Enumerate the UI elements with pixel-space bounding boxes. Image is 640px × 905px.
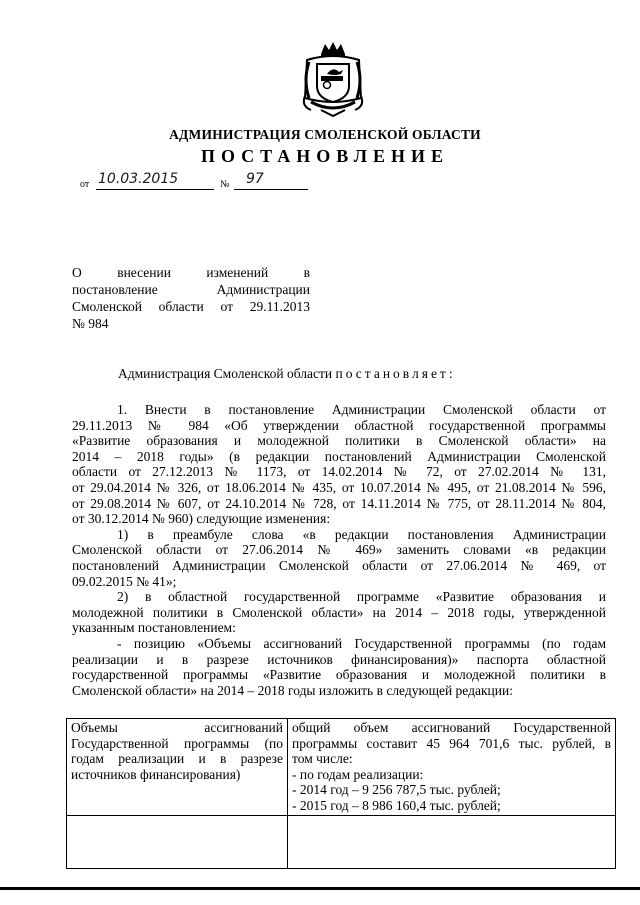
subject-line: постановление Администрации bbox=[72, 282, 310, 297]
program-funding-table bbox=[66, 718, 616, 869]
body-line: 29.11.2013 № 984 «Об утверждении областной государственной программы bbox=[72, 417, 606, 433]
body-line: «Развитие образования и молодежной политики в Смоленской области» на bbox=[72, 433, 606, 449]
document-body bbox=[72, 402, 606, 698]
table-cell-value bbox=[288, 719, 616, 816]
cell-line: программы составит 45 964 701,6 тыс. рублей, в bbox=[292, 735, 611, 751]
cell-line: том числе: bbox=[292, 751, 353, 767]
body-line: молодежной политики в Смоленской области» на 2014 – 2018 годы, утвержденной bbox=[72, 604, 606, 620]
table-cell-empty bbox=[288, 815, 616, 868]
coat-of-arms-emblem bbox=[297, 40, 369, 118]
cell-line: источников финансирования) bbox=[71, 766, 241, 782]
subject-line: Смоленской области от 29.11.2013 bbox=[72, 299, 310, 314]
body-line: области от 27.12.2013 № 1173, от 14.02.2014 № 72, от 27.02.2014 № 131, bbox=[72, 464, 606, 480]
table-row bbox=[67, 815, 616, 868]
cell-line: общий объем ассигнований Государственной bbox=[292, 720, 611, 735]
table-row bbox=[67, 719, 616, 816]
body-line: Смоленской области» на 2014 – 2018 годы изложить в следующей редакции: bbox=[72, 682, 513, 698]
body-line: указанным постановлением: bbox=[72, 620, 236, 636]
body-line: от 29.08.2014 № 607, от 24.10.2014 № 728, от 14.11.2014 № 775, от 28.11.2014 № 804, bbox=[72, 495, 606, 511]
body-line: - позицию «Объемы ассигнований Государственной программы (по годам bbox=[117, 635, 606, 651]
body-line: от 30.12.2014 № 960) следующие изменения: bbox=[72, 511, 331, 527]
cell-line: - 2015 год – 8 986 160,4 тыс. рублей; bbox=[292, 797, 501, 813]
body-line: от 29.04.2014 № 326, от 18.06.2014 № 435, от 10.07.2014 № 495, от 21.08.2014 № 596, bbox=[72, 479, 606, 495]
cell-line: Государственной программы (по bbox=[71, 735, 283, 751]
cell-line: - по годам реализации: bbox=[292, 766, 424, 782]
number-prefix: № bbox=[220, 179, 230, 190]
body-line: 2014 – 2018 годы» (в редакции постановлений Администрации Смоленской bbox=[72, 448, 606, 464]
body-line: 2) в областной государственной программе «Развитие образования и bbox=[117, 589, 606, 605]
number-underline bbox=[234, 189, 308, 190]
cell-line: годам реализации и в разрезе bbox=[71, 751, 283, 767]
subject-line: № 984 bbox=[72, 316, 109, 331]
body-line: реализации и в разрезе источников финансирования)» паспорта областной bbox=[72, 651, 606, 667]
intro-text: Администрация Смоленской области bbox=[118, 366, 336, 381]
handwritten-date: 10.03.2015 bbox=[98, 171, 179, 187]
body-line: государственной программы «Развитие образования и молодежной политики в bbox=[72, 667, 606, 683]
body-line: 1) в преамбуле слова «в редакции постановления Администрации bbox=[117, 526, 606, 542]
cell-line: Объемы ассигнований bbox=[71, 720, 283, 735]
date-prefix: от bbox=[80, 179, 90, 190]
page-bottom-rule bbox=[0, 887, 640, 890]
body-line: постановлений Администрации Смоленской области от 27.06.2014 № 469, от bbox=[72, 557, 606, 573]
intro-paragraph bbox=[118, 366, 456, 382]
document-type-title: ПОСТАНОВЛЕНИЕ bbox=[200, 146, 450, 166]
cell-line: - 2014 год – 9 256 787,5 тыс. рублей; bbox=[292, 782, 501, 798]
subject-line: О внесении изменений в bbox=[72, 265, 310, 280]
table-cell-label bbox=[67, 719, 288, 816]
intro-spaced-verb: постановляет: bbox=[335, 366, 456, 381]
document-subject bbox=[72, 264, 310, 332]
date-underline bbox=[96, 189, 214, 190]
body-line: 09.02.2015 № 41»; bbox=[72, 573, 177, 589]
body-line: Смоленской области от 27.06.2014 № 469» заменить словами «в редакции bbox=[72, 542, 606, 558]
table-cell-empty bbox=[67, 815, 288, 868]
organization-title: АДМИНИСТРАЦИЯ СМОЛЕНСКОЙ ОБЛАСТИ bbox=[169, 127, 481, 142]
handwritten-number: 97 bbox=[246, 171, 264, 187]
body-line: 1. Внести в постановление Администрации Смоленской области от bbox=[117, 402, 606, 417]
